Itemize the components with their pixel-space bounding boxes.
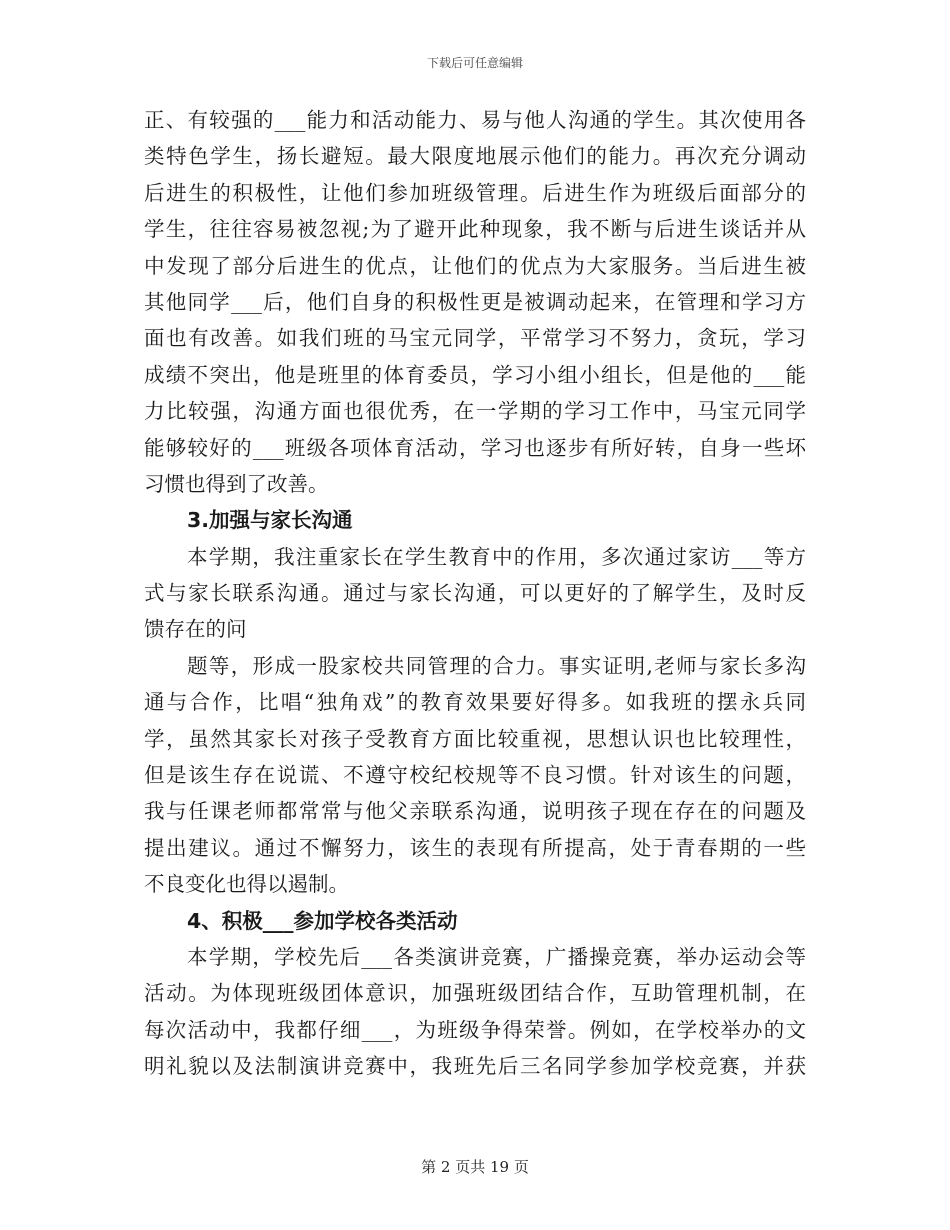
text-line: 学，虽然其家长对孩子受教育方面比较重视，思想认识也比较理性， — [144, 726, 806, 751]
text-line: 本学期，学校先后___各类演讲竞赛，广播操竞赛，举办运动会等 — [187, 944, 806, 969]
text-line: 其他同学___后，他们自身的积极性更是被调动起来，在管理和学习方 — [144, 289, 806, 314]
text-line: 我与任课老师都常常与他父亲联系沟通，说明孩子现在存在的问题及 — [144, 799, 806, 824]
text-line: 中发现了部分后进生的优点，让他们的优点为大家服务。当后进生被 — [144, 253, 806, 278]
text-line: 题等，形成一股家校共同管理的合力。事实证明,老师与家长多沟 — [187, 653, 806, 678]
text-line: 活动。为体现班级团体意识，加强班级团结合作，互助管理机制，在 — [144, 981, 806, 1006]
section-heading: 4、积极___参加学校各类活动 — [187, 908, 458, 933]
text-line: 但是该生存在说谎、不遵守校纪校规等不良习惯。针对该生的问题， — [144, 763, 806, 788]
text-line: 学生，往往容易被忽视;为了避开此种现象，我不断与后进生谈话并从 — [144, 217, 806, 242]
text-line: 能够较好的___班级各项体育活动，学习也逐步有所好转，自身一些坏 — [144, 435, 806, 460]
text-line: 不良变化也得以遏制。 — [144, 872, 349, 897]
text-line: 正、有较强的___能力和活动能力、易与他人沟通的学生。其次使用各 — [144, 108, 806, 132]
text-line: 式与家长联系沟通。通过与家长沟通，可以更好的了解学生，及时反 — [144, 581, 806, 606]
text-line: 馈存在的问 — [144, 617, 247, 642]
text-line: 本学期，我注重家长在学生教育中的作用，多次通过家访___等方 — [187, 544, 806, 569]
page-footer: 第 2 页共 19 页 — [421, 1158, 529, 1176]
text-line: 后进生的积极性，让他们参加班级管理。后进生作为班级后面部分的 — [144, 180, 806, 205]
text-line: 每次活动中，我都仔细___，为班级争得荣誉。例如，在学校举办的文 — [144, 1017, 806, 1042]
text-line: 成绩不突出，他是班里的体育委员，学习小组小组长，但是他的___能 — [144, 362, 806, 387]
text-line: 面也有改善。如我们班的马宝元同学，平常学习不努力，贪玩，学习 — [144, 326, 806, 351]
text-line: 类特色学生，扬长避短。最大限度地展示他们的能力。再次充分调动 — [144, 144, 806, 169]
text-line: 提出建议。通过不懈努力，该生的表现有所提高，处于青春期的一些 — [144, 835, 806, 860]
text-line: 力比较强，沟通方面也很优秀，在一学期的学习工作中，马宝元同学 — [144, 399, 806, 424]
page-header: 下载后可任意编辑 — [426, 56, 523, 70]
text-line: 明礼貌以及法制演讲竞赛中，我班先后三名同学参加学校竞赛，并获 — [144, 1054, 806, 1079]
text-line: 习惯也得到了改善。 — [144, 471, 329, 496]
document-body — [144, 102, 806, 1085]
section-heading: 3.加强与家长沟通 — [187, 508, 353, 533]
text-line: 通与合作，比唱“独角戏”的教育效果要好得多。如我班的摆永兵同 — [144, 690, 806, 715]
